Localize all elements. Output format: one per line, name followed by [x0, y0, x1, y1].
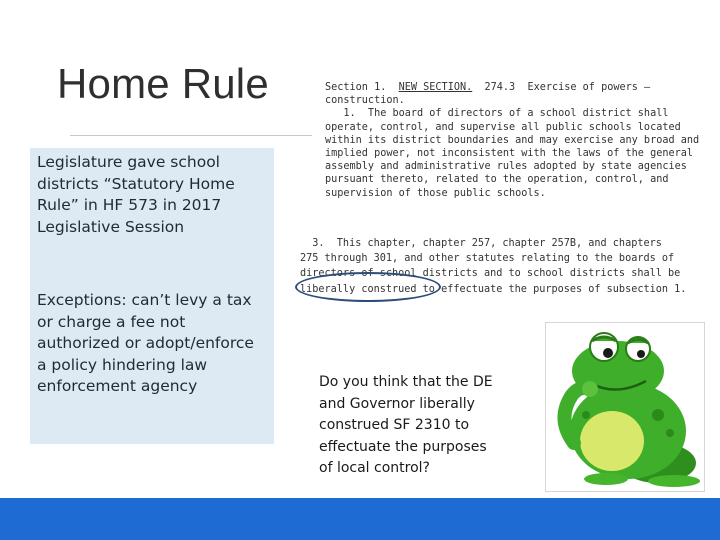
- statutory-home-rule-text: Legislature gave school districts “Statutory Home Rule” in HF 573 in 2017 Legislative Session: [37, 153, 235, 236]
- statute-section-title: Exercise of powers —: [527, 82, 651, 93]
- statute-section-label: Section 1.: [325, 82, 387, 93]
- slide-title: Home Rule: [57, 60, 269, 107]
- exceptions-text: Exceptions: can’t levy a tax or charge a fee not authorized or adopt/enforce a policy hindering law enforcement agency: [37, 291, 254, 395]
- statute-section-1: [325, 81, 699, 200]
- question-text: Do you think that the DE and Governor liberally construed SF 2310 to effectuate the purposes of local control?: [319, 374, 493, 476]
- statute-new-section: NEW SECTION.: [398, 82, 473, 93]
- statute-line: supervision of those public schools.: [325, 187, 546, 199]
- bottom-accent-bar: [0, 498, 720, 540]
- title-divider: [70, 135, 312, 136]
- statute-section-number: 274.3: [484, 82, 516, 93]
- statute-line: 3. This chapter, chapter 257, chapter 257B, and chapters: [300, 238, 662, 249]
- statute-line: pursuant thereto, related to the operation, control, and: [325, 174, 669, 186]
- liberally-construed-highlight-circle: [295, 272, 441, 302]
- frog-icon: [545, 322, 705, 492]
- statute-line: operate, control, and supervise all public schools located: [325, 121, 681, 133]
- statute-line: implied power, not inconsistent with the laws of the general: [325, 148, 694, 160]
- statute-line: directors of school districts and to school districts shall be: [300, 268, 681, 280]
- statute-line: 1. The board of directors of a school district shall: [325, 108, 669, 120]
- statute-line: 275 through 301, and other statutes relating to the boards of: [300, 253, 675, 265]
- statute-line: within its district boundaries and may exercise any broad and: [325, 134, 700, 146]
- statute-line: liberally construed to effectuate the purposes of subsection 1.: [300, 283, 687, 295]
- thinking-frog-illustration: [546, 323, 704, 491]
- statute-line: assembly and administrative rules adopted by state agencies: [325, 161, 687, 173]
- statute-line: construction.: [325, 95, 405, 107]
